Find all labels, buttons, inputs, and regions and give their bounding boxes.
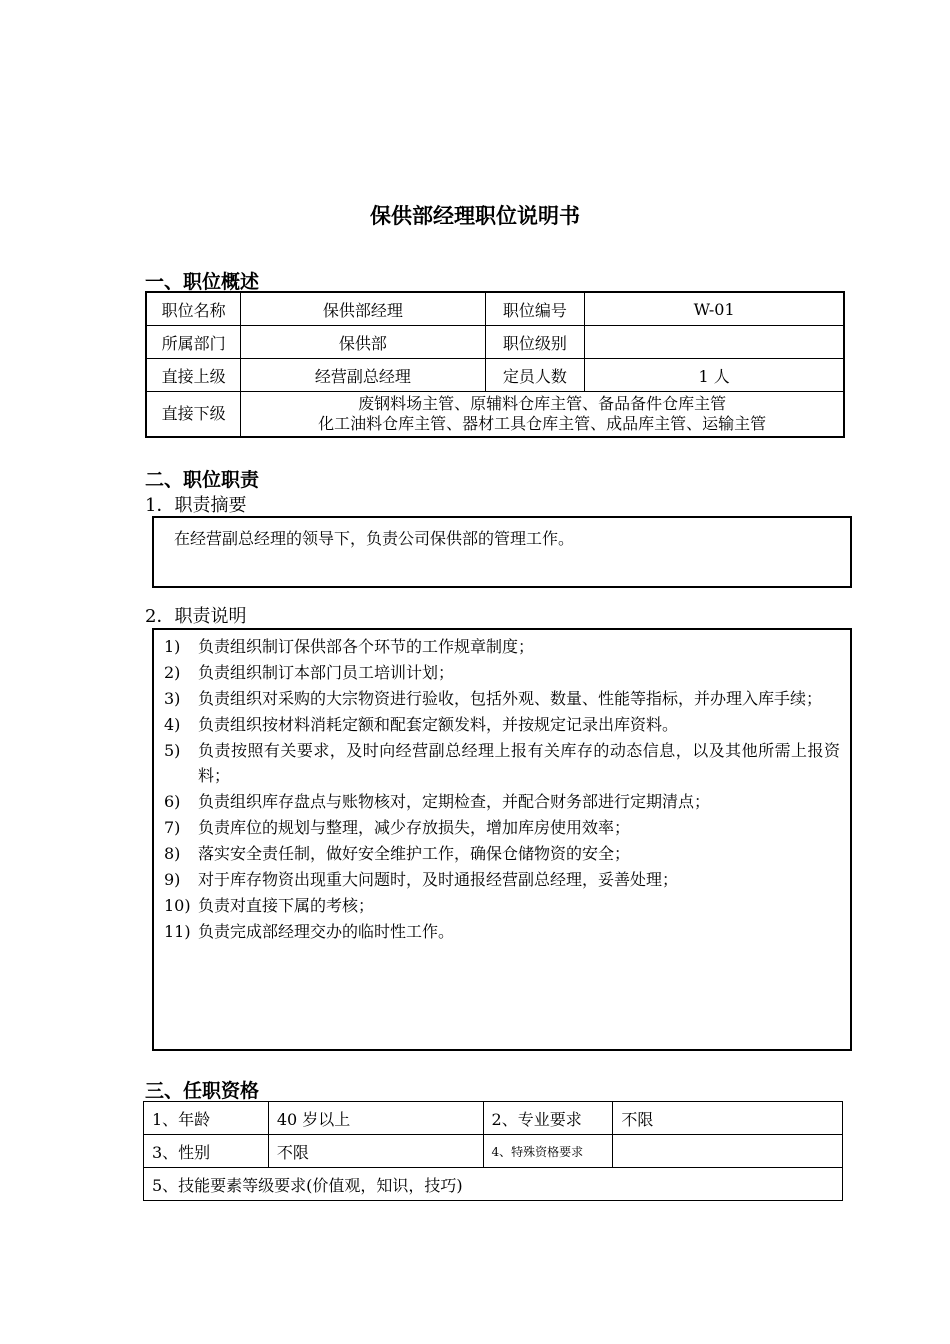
label-direct-subordinates: 直接下级 xyxy=(146,392,241,438)
duty-item xyxy=(164,920,840,945)
duty-text: 负责完成部经理交办的临时性工作。 xyxy=(198,921,455,941)
duty-number: 5) xyxy=(164,741,181,760)
label-special-qualification: 4、特殊资格要求 xyxy=(483,1135,613,1168)
duties-list xyxy=(164,635,840,946)
duty-item xyxy=(164,661,840,686)
duty-text: 负责按照有关要求，及时向经营副总经理上报有关库存的动态信息，以及其他所需上报资料； xyxy=(198,741,840,785)
section1-heading: 一、职位概述 xyxy=(145,271,260,293)
value-special-qualification xyxy=(613,1135,843,1168)
label-direct-superior: 直接上级 xyxy=(146,359,241,392)
duty-item xyxy=(164,739,840,788)
duty-text: 负责组织制订保供部各个环节的工作规章制度； xyxy=(198,637,535,656)
duty-text: 负责组织库存盘点与账物核对，定期检查，并配合财务部进行定期清点； xyxy=(198,791,711,811)
summary-box xyxy=(152,516,852,588)
position-overview-table xyxy=(145,291,845,438)
duty-text: 负责库位的规划与整理，减少存放损失，增加库房使用效率； xyxy=(198,817,631,837)
qualifications-table xyxy=(143,1101,843,1201)
page-title: 保供部经理职位说明书 xyxy=(370,204,580,228)
duty-text: 负责组织按材料消耗定额和配套定额发料，并按规定记录出库资料。 xyxy=(198,715,679,734)
table-row xyxy=(144,1102,843,1135)
value-direct-subordinates xyxy=(241,392,844,438)
duty-item xyxy=(164,842,840,867)
value-gender: 不限 xyxy=(268,1135,483,1168)
value-headcount: 1 人 xyxy=(585,359,844,392)
duty-item xyxy=(164,635,840,660)
summary-heading: 1．职责摘要 xyxy=(145,495,247,516)
label-position-level: 职位级别 xyxy=(485,326,585,359)
label-department: 所属部门 xyxy=(146,326,241,359)
duty-number: 10) xyxy=(164,895,191,915)
duty-text: 负责组织对采购的大宗物资进行验收，包括外观、数量、性能等指标，并办理入库手续； xyxy=(198,689,823,708)
table-row xyxy=(144,1135,843,1168)
duty-number: 7) xyxy=(164,817,181,837)
table-row xyxy=(146,292,844,326)
duty-item xyxy=(164,687,840,712)
value-major: 不限 xyxy=(613,1102,843,1135)
label-skills: 5、技能要素等级要求(价值观，知识，技巧) xyxy=(144,1168,843,1201)
table-row xyxy=(146,392,844,438)
table-row xyxy=(144,1168,843,1201)
value-position-level xyxy=(585,326,844,359)
section2-heading: 二、职位职责 xyxy=(145,469,260,491)
duty-number: 1) xyxy=(164,637,181,656)
duty-number: 2) xyxy=(164,663,181,682)
label-headcount: 定员人数 xyxy=(485,359,585,392)
duty-text: 对于库存物资出现重大问题时，及时通报经营副总经理，妥善处理； xyxy=(198,869,679,889)
subordinates-line-2: 化工油料仓库主管、器材工具仓库主管、成品库主管、运输主管 xyxy=(318,414,767,433)
details-heading: 2．职责说明 xyxy=(145,606,247,627)
label-major: 2、专业要求 xyxy=(483,1102,613,1135)
duty-text: 负责对直接下属的考核； xyxy=(198,895,375,915)
value-department: 保供部 xyxy=(241,326,485,359)
subordinates-line-1: 废钢料场主管、原辅料仓库主管、备品备件仓库主管 xyxy=(358,394,727,413)
value-position-name: 保供部经理 xyxy=(241,292,485,326)
value-age: 40 岁以上 xyxy=(268,1102,483,1135)
duties-box xyxy=(152,628,852,1051)
table-row xyxy=(146,359,844,392)
duty-item xyxy=(164,868,840,893)
label-position-code: 职位编号 xyxy=(485,292,585,326)
label-gender: 3、性别 xyxy=(144,1135,269,1168)
duty-item xyxy=(164,816,840,841)
duty-item xyxy=(164,894,840,919)
duty-number: 8) xyxy=(164,843,181,863)
value-position-code: W-01 xyxy=(585,292,844,326)
duty-number: 11) xyxy=(164,921,191,941)
label-age: 1、年龄 xyxy=(144,1102,269,1135)
value-direct-superior: 经营副总经理 xyxy=(241,359,485,392)
duty-text: 负责组织制订本部门员工培训计划； xyxy=(198,663,455,682)
duty-number: 6) xyxy=(164,791,181,811)
duty-number: 3) xyxy=(164,689,181,708)
section3-heading: 三、任职资格 xyxy=(145,1080,260,1102)
duty-text: 落实安全责任制，做好安全维护工作，确保仓储物资的安全； xyxy=(198,843,631,863)
duty-item xyxy=(164,713,840,738)
label-position-name: 职位名称 xyxy=(146,292,241,326)
duty-item xyxy=(164,790,840,815)
duty-number: 4) xyxy=(164,715,181,734)
summary-text: 在经营副总经理的领导下，负责公司保供部的管理工作。 xyxy=(174,529,575,548)
duty-number: 9) xyxy=(164,869,181,889)
table-row xyxy=(146,326,844,359)
